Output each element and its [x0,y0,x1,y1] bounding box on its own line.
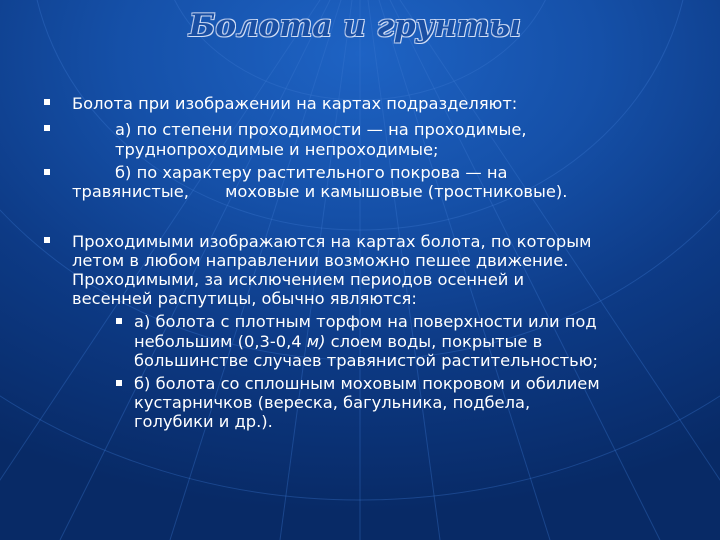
p2-line-4: весенней распутицы, обычно являются: [72,289,417,308]
bullet-4 [44,237,50,243]
p2-line-2: летом в любом направлении возможно пешее движение. [72,251,569,270]
bullet-3 [44,169,50,175]
p2-line-3: Проходимыми, за исключением периодов осенней и [72,270,525,289]
sub-a-line-2-pre: небольшим (0,3-0,4 [134,332,307,351]
p1-line-1: Болота при изображении на картах подразделяют: [72,94,518,113]
sub-bullet-b [116,380,122,386]
sub-a-line-2 [134,332,542,351]
sub-a-line-3: большинстве случаев травянистой растительностью; [134,351,598,370]
sub-a-line-2-unit: м) [306,332,326,351]
p1-line-2: а) по степени проходимости — на проходимые, [115,120,527,139]
sub-a-line-1: а) болота с плотным торфом на поверхности или под [134,312,597,331]
sub-b-line-3: голубики и др.). [134,412,273,431]
p1-line-3: труднопроходимые и непроходимые; [115,140,439,159]
sub-a-line-2-post: слоем воды, покрытые в [325,332,543,351]
p2-line-1: Проходимыми изображаются на картах болота, по которым [72,232,592,251]
bullet-1 [44,99,50,105]
sub-b-line-1: б) болота со сплошным моховым покровом и обилием [134,374,600,393]
sub-bullet-a [116,318,122,324]
slide-title: Болота и грунты [188,8,522,44]
sub-b-line-2: кустарничков (вереска, багульника, подбела, [134,393,531,412]
bullet-2 [44,125,50,131]
p1-line-4: б) по характеру растительного покрова — на [115,163,508,182]
p1-line-5: травянистые, моховые и камышовые (тростниковые). [72,182,568,201]
